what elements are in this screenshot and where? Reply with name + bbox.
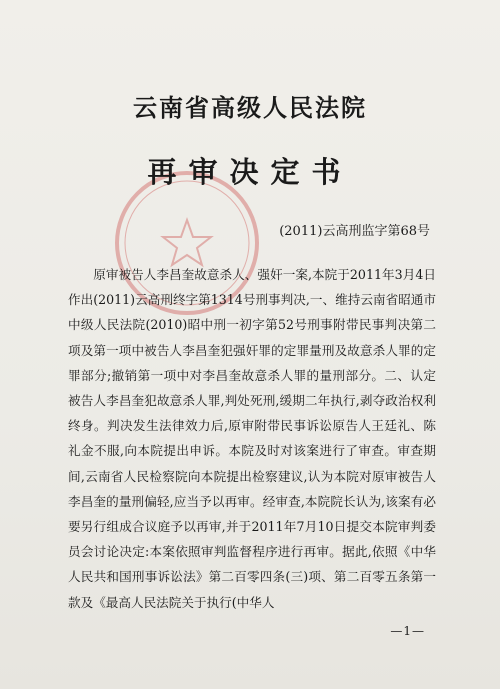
document-number: (2011)云高刑监字第68号 xyxy=(279,224,430,239)
court-name: 云南省高级人民法院 xyxy=(133,93,367,122)
document-title: 再审决定书 xyxy=(147,155,353,189)
document-body xyxy=(68,262,436,615)
page-number: —1— xyxy=(390,624,425,638)
body-paragraph: 原审被告人李昌奎故意杀人、强奸一案,本院于2011年3月4日作出(2011)云高刑终字第1314号刑事判决,一、维持云南省昭通市中级人民法院(2010)昭中刑一初字第52号刑事附带民事判决第二项及第一项中被告人李昌奎犯强奸罪的定罪量刑及故意杀人罪的定罪部分;撤销第一项中对李昌奎故意杀人罪的量刑部分。二、认定被告人李昌奎犯故意杀人罪,判处死刑,缓期二年执行,剥夺政治权利终身。判决发生法律效力后,原审附带民事诉讼原告人王廷礼、陈礼金不服,向本院提出申诉。本院及时对该案进行了审查。审查期间,云南省人民检察院向本院提出检察建议,认为本院对原审被告人李昌奎的量刑偏轻,应当予以再审。经审查,本院院长认为,该案有必要另行组成合议庭予以再审,并于2011年7月10日提交本院审判委员会讨论决定:本案依照审判监督程序进行再审。据此,依照《中华人民共和国刑事诉讼法》第二百零四条(三)项、第二百零五条第一款及《最高人民法院关于执行(中华人 xyxy=(68,267,436,610)
